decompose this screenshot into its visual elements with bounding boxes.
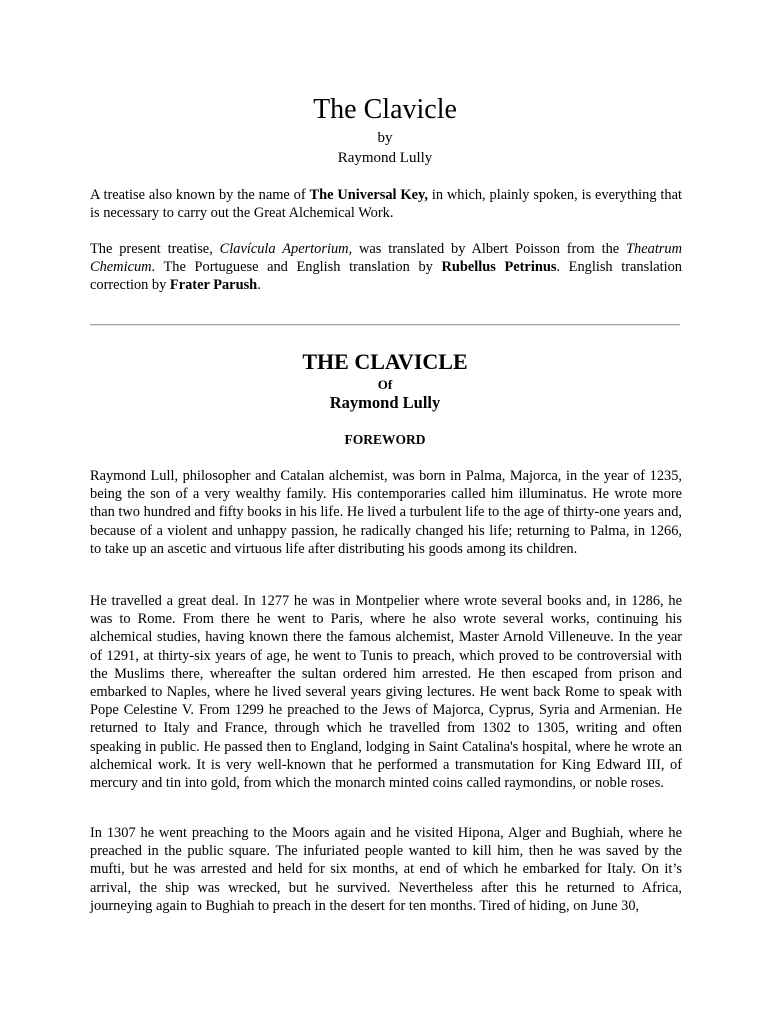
section-of: Of [377, 377, 393, 392]
intro-paragraph-1 [90, 186, 682, 222]
body-paragraph-1: Raymond Lull, philosopher and Catalan alchemist, was born in Palma, Majorca, in the year of 1235, being the son of a very wealthy family. His contemporaries called him illuminatus. He wrote more than two hundred and fifty books in his life. He lived a turbulent life to the age of thirty-one years and, because of a violent and unhappy passion, he radically changed his life; returning to Palma, in 1266, to take up an ascetic and virtuous life after distributing his goods among its children. [90, 468, 682, 557]
clavicula-italic: Clavícula Apertorium, [219, 241, 353, 257]
intro-text: . English translation correction by [90, 259, 682, 294]
intro-text: in which, plainly spoken, is everything that is necessary to carry out the Great Alchemical Work. [90, 187, 683, 222]
byline-author: Raymond Lully [337, 150, 433, 166]
section-title: THE CLAVICLE [302, 349, 468, 374]
foreword-heading: FOREWORD [344, 432, 426, 447]
universal-key-bold: The Universal Key, [309, 187, 428, 203]
theatrum-italic: Theatrum Chemicum [90, 241, 682, 276]
body-paragraph-3: In 1307 he went preaching to the Moors again and he visited Hipona, Alger and Bughiah, where he preached in the public square. The infuriated people wanted to kill him, then he was saved by the mufti, but he was arrested and held for six months, at end of which he embarked for Italy. On it’s arrival, the ship was wrecked, but he survived. Nevertheless after this he returned to Africa, journeying again to Bughiah to preach in the desert for ten months. Tired of hiding, on June 30, [90, 825, 682, 914]
document-title: The Clavicle [313, 94, 457, 125]
corrector-bold: Frater Parush [169, 277, 258, 294]
body-paragraph-2: He travelled a great deal. In 1277 he was in Montpelier where wrote several books and, in 1286, he was to Rome. From there he went to Paris, where he also wrote several works, continuing his alchemical studies, having known there the famous alchemist, Master Arnold Villeneuve. In the year of 1291, at thirty-six years of age, he went to Tunis to preach, which proved to be controversial with the Muslims there, whereafter the sultan ordered him arrested. He then escaped from prison and embarked to Naples, where he lived several years giving lectures. He went back Rome to speak with Pope Celestine V. From 1299 he preached to the Jews of Majorca, Cyprus, Syria and Armenian. He returned to Italy and France, through which he travelled from 1302 to 1305, writing and often speaking in public. He passed then to England, lodging in Saint Catalina's hospital, where he wrote an alchemical work. It is very well-known that he performed a transmutation for King Edward III, of mercury and tin into gold, from which the monarch minted coins called raymondins, or noble roses. [90, 593, 682, 792]
intro-text: . [257, 277, 261, 294]
intro-text: The present treatise, [90, 241, 220, 257]
intro-paragraph-2 [90, 240, 682, 295]
intro-text: . The Portuguese and English translation by [151, 259, 442, 276]
section-author: Raymond Lully [329, 393, 441, 412]
intro-text: was translated by Albert Poisson from the [352, 241, 627, 257]
horizontal-divider [90, 324, 680, 326]
translator-bold: Rubellus Petrinus [441, 259, 557, 276]
byline-by: by [377, 130, 393, 146]
intro-text: A treatise also known by the name of [90, 187, 310, 203]
